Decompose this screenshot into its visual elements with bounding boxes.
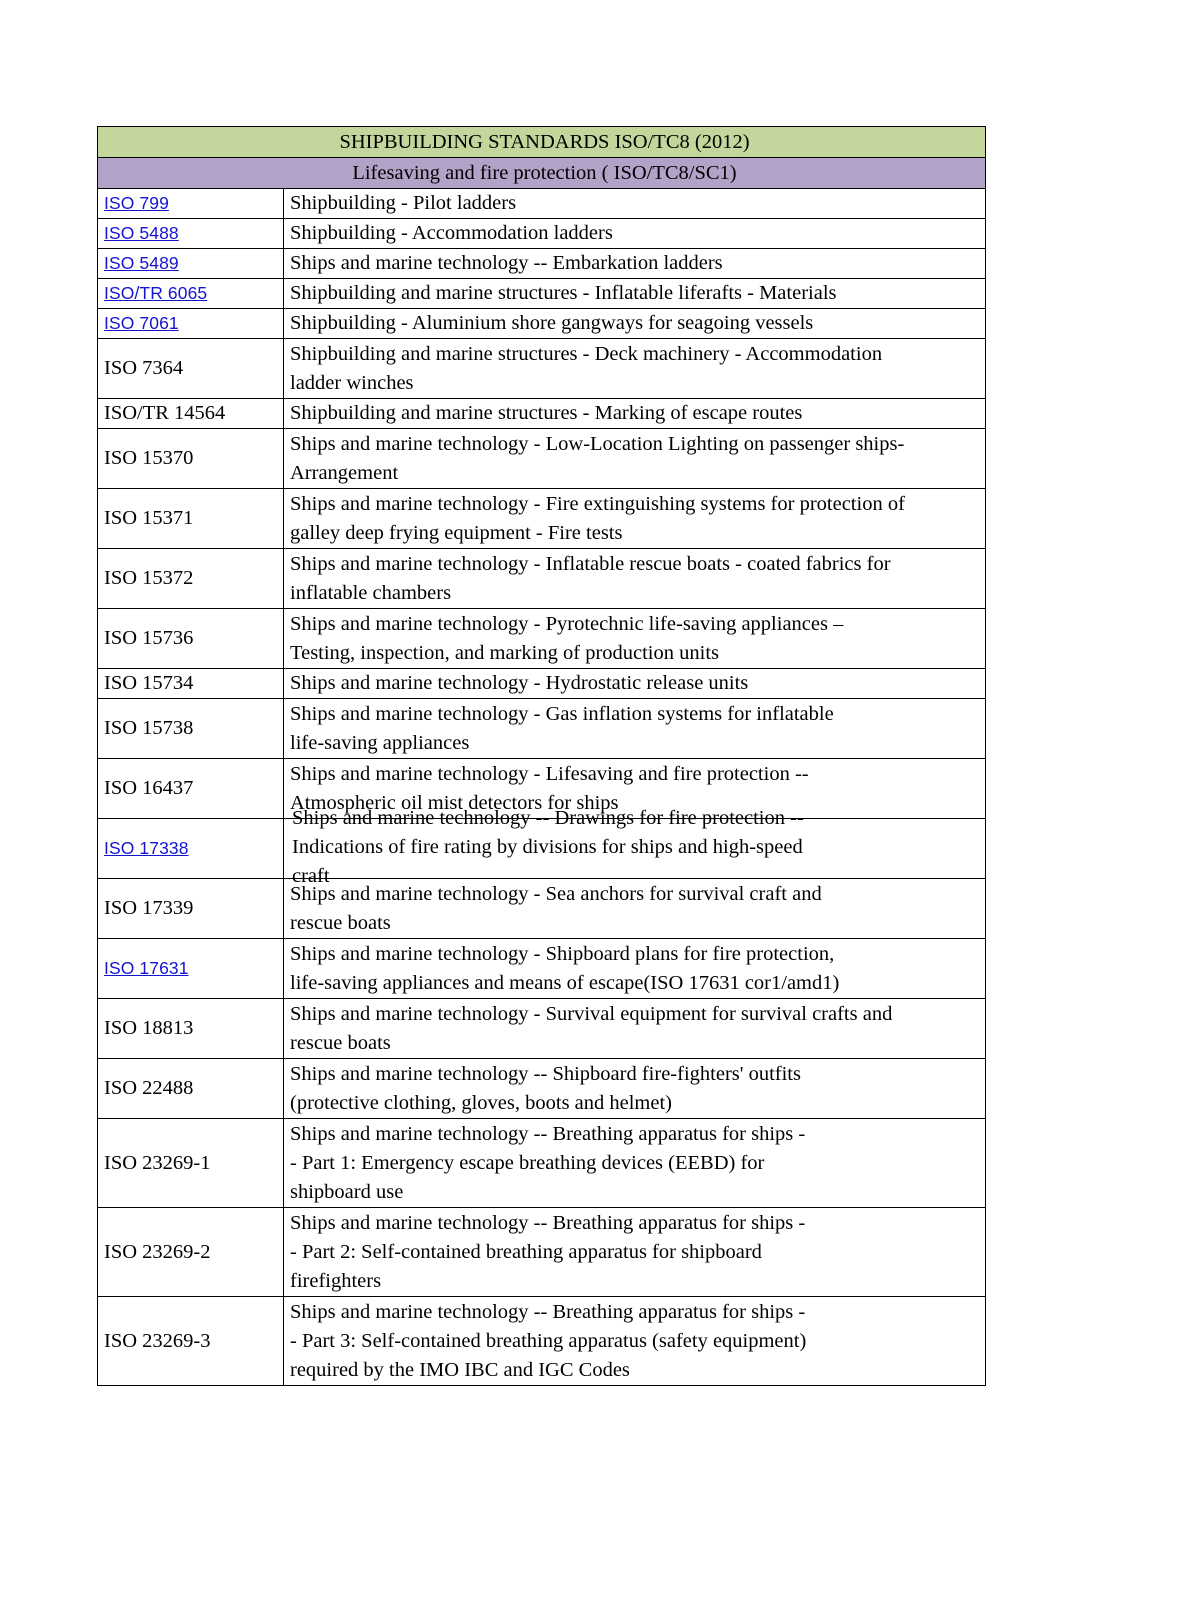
standard-code-cell [98, 1297, 284, 1386]
standard-title-line: Ships and marine technology - Survival equipment for survival crafts and [290, 1002, 893, 1025]
standard-title-line: (protective clothing, gloves, boots and helmet) [290, 1091, 673, 1114]
standard-title-line: ladder winches [290, 371, 414, 394]
standard-title-line: - Part 2: Self-contained breathing apparatus for shipboard [290, 1240, 762, 1263]
standard-title-line: Arrangement [290, 461, 399, 484]
standard-code-cell [98, 1059, 284, 1119]
standard-title-cell [284, 309, 986, 339]
standard-code-cell [98, 309, 284, 339]
standard-code-cell [98, 279, 284, 309]
standard-title-cell [284, 699, 986, 759]
standard-code-text: ISO 15738 [104, 717, 194, 739]
standard-title-cell [284, 399, 986, 429]
standard-code-text: ISO 16437 [104, 777, 194, 799]
standard-code-text: ISO 23269-2 [104, 1240, 211, 1263]
table-row [98, 549, 986, 609]
standard-title-cell [284, 549, 986, 609]
table-header-sub-row [98, 158, 986, 189]
standard-code-text: ISO 15734 [104, 672, 194, 694]
standard-title-line: Testing, inspection, and marking of production units [290, 641, 719, 664]
table-row [98, 1297, 986, 1386]
standard-code-link[interactable]: ISO 799 [104, 193, 169, 213]
table-row [98, 309, 986, 339]
standard-code-cell [98, 1208, 284, 1297]
standard-title-line: Ships and marine technology -- Breathing apparatus for ships - [290, 1300, 806, 1323]
standard-title-line: Ships and marine technology -- Breathing apparatus for ships - [290, 1122, 806, 1145]
standard-title-cell [284, 189, 986, 219]
table-row [98, 279, 986, 309]
standard-title-line: Shipbuilding - Pilot ladders [290, 192, 517, 214]
standard-title-cell [284, 429, 986, 489]
standard-code-link[interactable]: ISO 5488 [104, 223, 179, 243]
standard-title-line: Atmospheric oil mist detectors for ships [290, 791, 619, 814]
standard-code-text: ISO 23269-3 [104, 1329, 211, 1352]
standard-title-line: Shipbuilding - Accommodation ladders [290, 222, 613, 244]
standard-title-line: galley deep frying equipment - Fire tests [290, 521, 623, 544]
standard-code-link[interactable]: ISO 17338 [104, 838, 189, 858]
standard-code-link[interactable]: ISO 5489 [104, 253, 179, 273]
standard-code-text: ISO 23269-1 [104, 1151, 211, 1174]
standard-title-line: Shipbuilding and marine structures - Inflatable liferafts - Materials [290, 282, 837, 304]
standard-title-line: Ships and marine technology -- Drawings for fire protection -- [292, 807, 804, 829]
table-row [98, 699, 986, 759]
standard-code-text: ISO 15372 [104, 567, 194, 589]
table-row [98, 939, 986, 999]
standard-title-cell [284, 219, 986, 249]
standard-code-cell [98, 609, 284, 669]
standard-title-line: Ships and marine technology -- Embarkation ladders [290, 252, 723, 274]
table-row [98, 399, 986, 429]
table-body [98, 127, 986, 1386]
table-row [98, 429, 986, 489]
standard-title-line: Ships and marine technology - Shipboard plans for fire protection, [290, 942, 835, 965]
standard-code-text: ISO 17339 [104, 897, 194, 919]
shipbuilding-standards-table [97, 126, 986, 1386]
standard-title-cell [284, 1297, 986, 1386]
standard-title-line: craft [292, 865, 330, 887]
standard-title-line: shipboard use [290, 1180, 404, 1203]
standard-code-cell [98, 669, 284, 699]
standard-code-cell [98, 939, 284, 999]
standard-code-cell [98, 699, 284, 759]
table-row [98, 189, 986, 219]
standard-code-cell [98, 429, 284, 489]
standard-code-cell [98, 819, 284, 879]
standard-code-cell [98, 249, 284, 279]
standard-code-cell [98, 879, 284, 939]
standard-title-line: Ships and marine technology - Low-Location Lighting on passenger ships- [290, 432, 905, 455]
table-title-sub: Lifesaving and fire protection ( ISO/TC8/SC1) [98, 158, 986, 189]
standard-code-cell [98, 549, 284, 609]
standard-code-link[interactable]: ISO/TR 6065 [104, 283, 208, 303]
standard-title-line: rescue boats [290, 911, 391, 934]
standard-title-cell [284, 669, 986, 699]
standard-title-line: Ships and marine technology - Lifesaving and fire protection -- [290, 762, 809, 785]
standard-title-line: rescue boats [290, 1031, 391, 1054]
standard-title-line: life-saving appliances and means of escape(ISO 17631 cor1/amd1) [290, 971, 840, 994]
standard-code-cell [98, 759, 284, 819]
standard-code-text: ISO 15371 [104, 507, 194, 529]
standard-title-cell [284, 279, 986, 309]
table-header-main-row [98, 127, 986, 158]
standard-code-link[interactable]: ISO 7061 [104, 313, 179, 333]
standard-code-cell [98, 999, 284, 1059]
standard-title-line: Ships and marine technology - Gas inflation systems for inflatable [290, 702, 834, 725]
standard-title-cell [284, 609, 986, 669]
table-row [98, 339, 986, 399]
standard-title-line: firefighters [290, 1269, 382, 1292]
table-row [98, 609, 986, 669]
standard-code-text: ISO 18813 [104, 1017, 194, 1039]
table-row [98, 489, 986, 549]
standard-code-cell [98, 1119, 284, 1208]
standard-title-line: life-saving appliances [290, 731, 470, 754]
standard-code-cell [98, 489, 284, 549]
standard-title-cell [284, 1208, 986, 1297]
standard-title-line: - Part 3: Self-contained breathing apparatus (safety equipment) [290, 1329, 807, 1352]
standard-title-cell [284, 1119, 986, 1208]
standard-code-link[interactable]: ISO 17631 [104, 958, 189, 978]
standard-title-line: required by the IMO IBC and IGC Codes [290, 1358, 630, 1381]
standard-title-cell [284, 489, 986, 549]
table-row [98, 819, 986, 879]
standard-title-line: Shipbuilding - Aluminium shore gangways for seagoing vessels [290, 312, 814, 334]
standard-title-cell [284, 249, 986, 279]
standard-title-cell [284, 1059, 986, 1119]
standard-title-line: Ships and marine technology -- Shipboard fire-fighters' outfits [290, 1062, 801, 1085]
standard-title-line: Ships and marine technology - Sea anchors for survival craft and [290, 882, 822, 905]
standard-title-cell [284, 807, 986, 887]
standard-title-line: Indications of fire rating by divisions for ships and high-speed [292, 836, 803, 858]
standard-code-cell [98, 219, 284, 249]
table-row [98, 669, 986, 699]
standard-code-cell [98, 399, 284, 429]
standard-code-text: ISO 22488 [104, 1077, 194, 1099]
standard-title-line: Ships and marine technology - Hydrostatic release units [290, 672, 749, 694]
standard-title-line: Ships and marine technology -- Breathing apparatus for ships - [290, 1211, 806, 1234]
standard-title-line: inflatable chambers [290, 581, 452, 604]
standard-title-line: - Part 1: Emergency escape breathing devices (EEBD) for [290, 1151, 765, 1174]
standard-title-line: Ships and marine technology - Inflatable rescue boats - coated fabrics for [290, 552, 891, 575]
standard-code-cell [98, 189, 284, 219]
table-row [98, 999, 986, 1059]
standard-title-line: Shipbuilding and marine structures - Deck machinery - Accommodation [290, 342, 883, 365]
standard-code-text: ISO 7364 [104, 357, 184, 379]
standard-code-text: ISO 15370 [104, 447, 194, 469]
table-row [98, 1208, 986, 1297]
table-row [98, 219, 986, 249]
standard-title-cell [284, 999, 986, 1059]
table-row [98, 1119, 986, 1208]
standard-code-cell [98, 339, 284, 399]
standard-title-line: Ships and marine technology - Pyrotechnic life-saving appliances – [290, 612, 844, 635]
table-row [98, 1059, 986, 1119]
standard-title-line: Ships and marine technology - Fire extinguishing systems for protection of [290, 492, 905, 515]
standard-title-cell [284, 939, 986, 999]
clipped-title-overflow [292, 804, 983, 891]
standard-title-cell [284, 339, 986, 399]
table-title-main: SHIPBUILDING STANDARDS ISO/TC8 (2012) [98, 127, 986, 158]
standard-title-line: Shipbuilding and marine structures - Marking of escape routes [290, 402, 803, 424]
table-row [98, 249, 986, 279]
standard-code-text: ISO/TR 14564 [104, 402, 226, 424]
standard-code-text: ISO 15736 [104, 627, 194, 649]
